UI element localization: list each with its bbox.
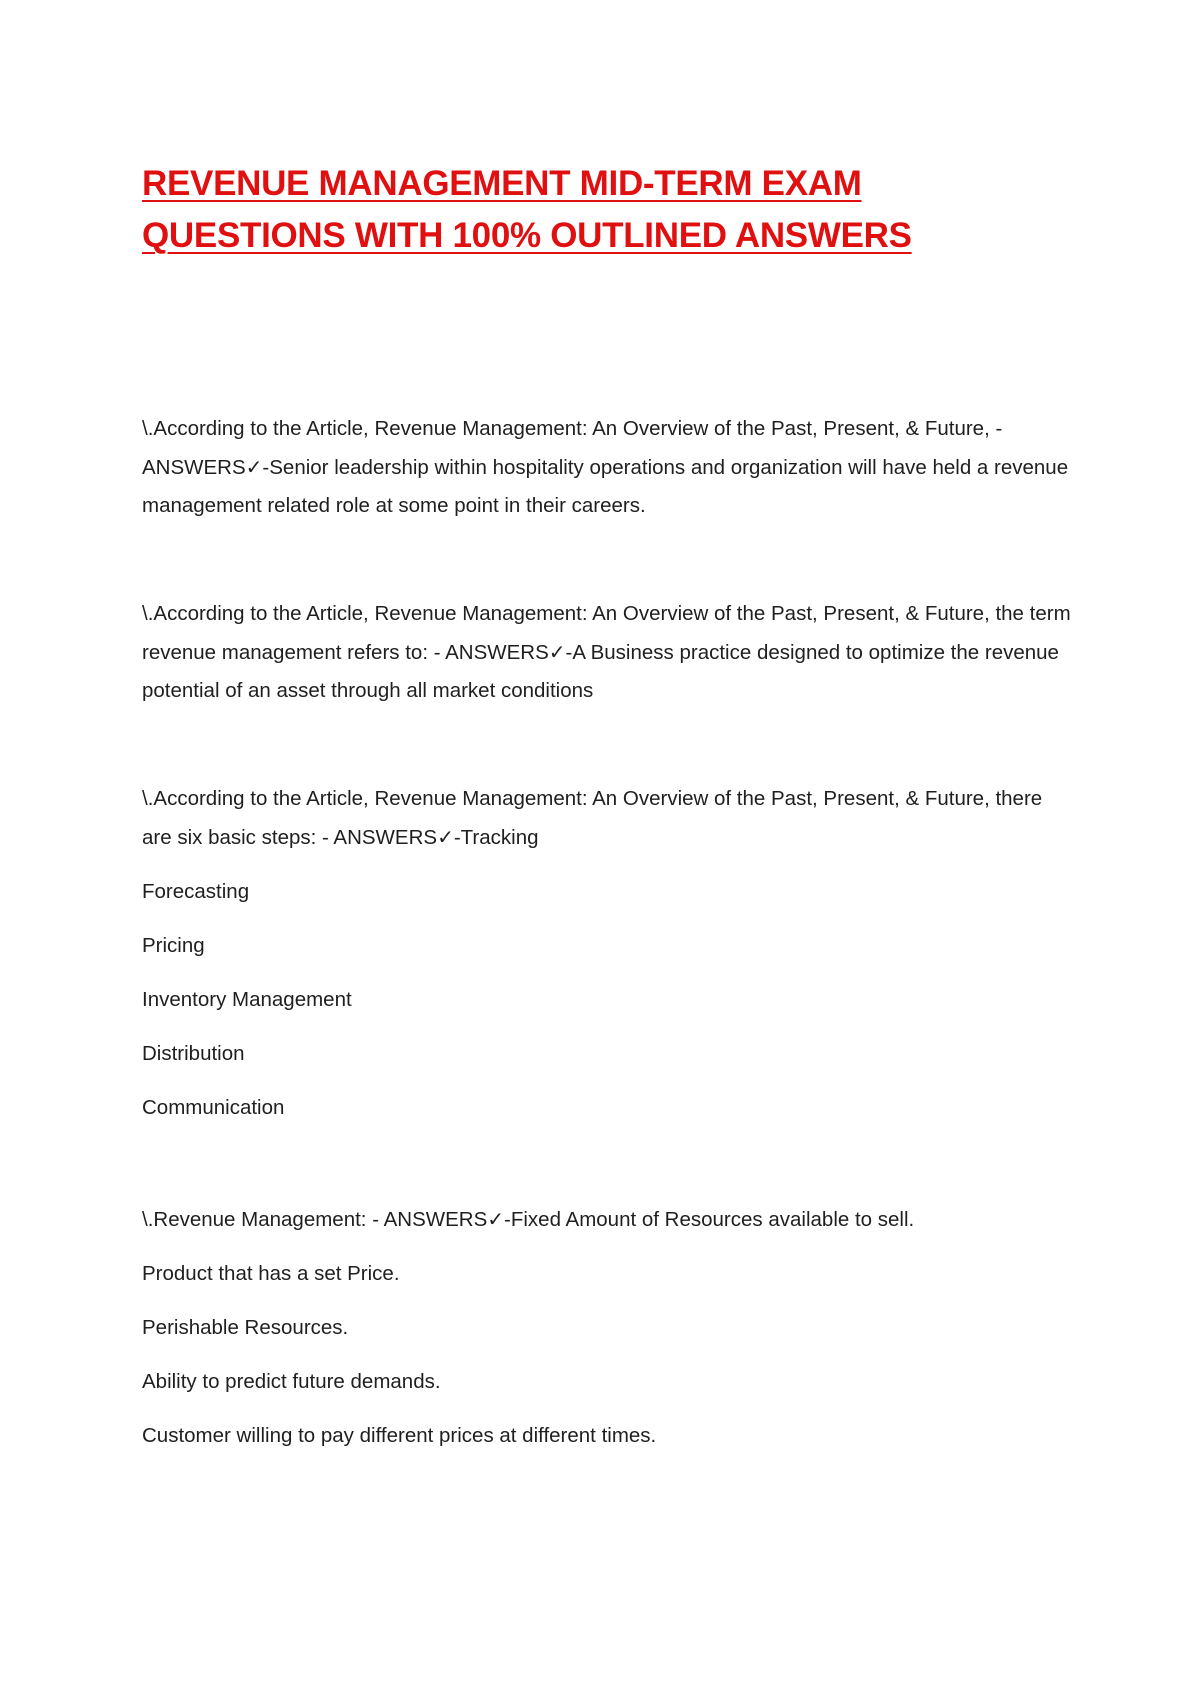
document-title [142, 158, 1042, 262]
answer-text: -Fixed Amount of Resources available to sell. [504, 1208, 915, 1231]
checkmark-icon: ✓ [548, 640, 566, 664]
list-item: Inventory Management [142, 988, 352, 1011]
question-text: \.According to the Article, Revenue Management: An Overview of the Past, Present, & Future, - ANSWERS [142, 417, 1003, 479]
title-line-2: QUESTIONS WITH 100% OUTLINED ANSWERS [142, 216, 912, 255]
list-item: Distribution [142, 1042, 245, 1065]
list-item: Forecasting [142, 880, 250, 903]
title-line-1: REVENUE MANAGEMENT MID-TERM EXAM [142, 164, 862, 203]
checkmark-icon: ✓ [437, 825, 454, 849]
qa-paragraph [142, 410, 1072, 525]
answer-text: -Senior leadership within hospitality operations and organization will have held a revenue management related role at some point in their careers. [142, 456, 1069, 517]
qa-entry-1 [142, 410, 1072, 525]
checkmark-icon: ✓ [245, 455, 263, 479]
question-text: \.According to the Article, Revenue Management: An Overview of the Past, Present, & Future, the term revenue management refers to: - ANSWERS [142, 602, 1071, 664]
qa-paragraph [142, 1200, 1072, 1239]
list-item: Customer willing to pay different prices at different times. [142, 1424, 657, 1447]
qa-entry-4 [142, 1200, 1072, 1463]
qa-entry-3 [142, 780, 1072, 1135]
list-item: Ability to predict future demands. [142, 1370, 441, 1393]
qa-entry-2 [142, 595, 1072, 710]
checkmark-icon: ✓ [487, 1207, 505, 1231]
list-item: Pricing [142, 934, 205, 957]
list-item: Communication [142, 1096, 285, 1119]
question-text: \.Revenue Management: - ANSWERS [142, 1208, 488, 1231]
question-text: \.According to the Article, Revenue Management: An Overview of the Past, Present, & Future, there are six basic steps: - ANSWERS [142, 787, 1043, 849]
list-item: Product that has a set Price. [142, 1262, 400, 1285]
answer-text: -Tracking [453, 826, 539, 849]
qa-paragraph [142, 780, 1072, 857]
list-item: Perishable Resources. [142, 1316, 349, 1339]
qa-paragraph [142, 595, 1072, 710]
answer-text: -A Business practice designed to optimize the revenue potential of an asset through all market conditions [142, 641, 1059, 702]
